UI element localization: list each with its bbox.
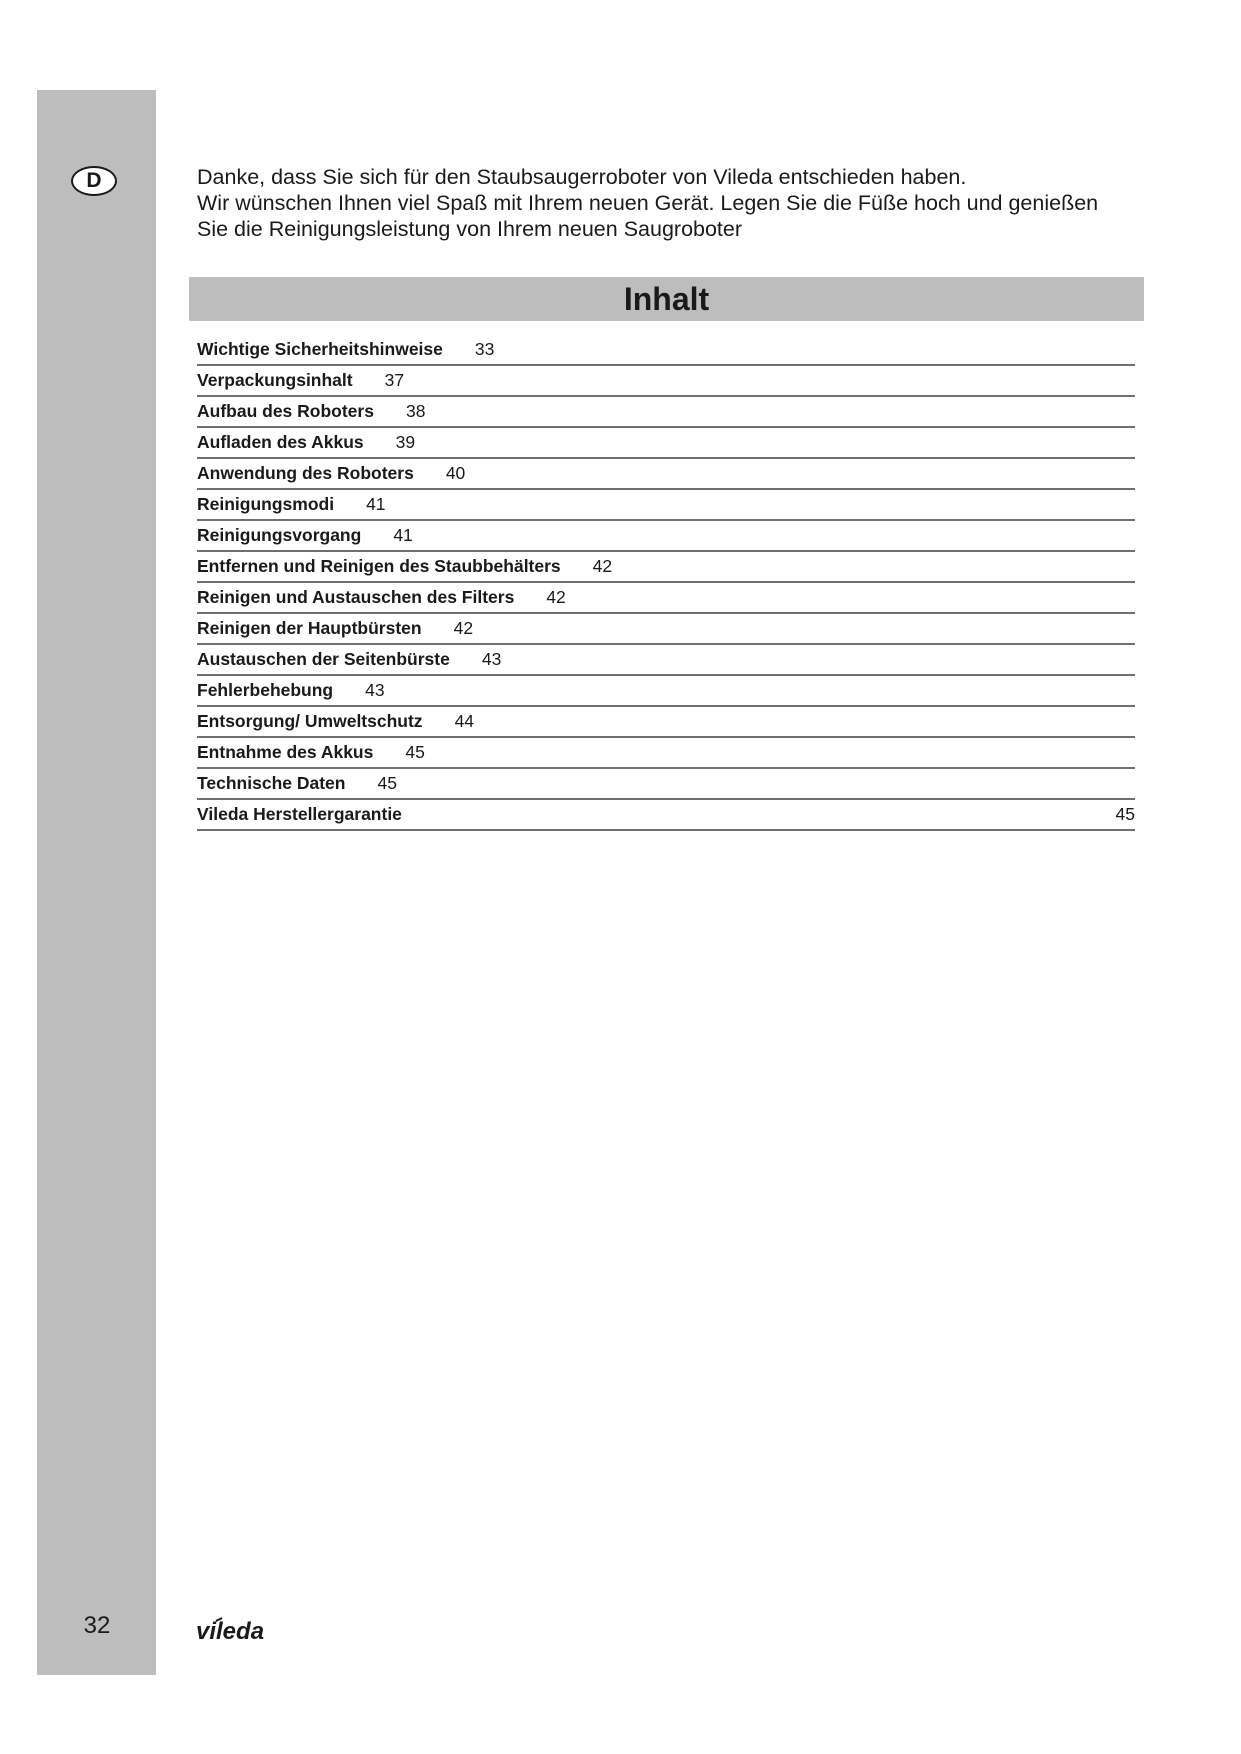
page-number: 32: [83, 1612, 111, 1639]
toc-item[interactable]: [197, 676, 1135, 707]
toc-item[interactable]: [197, 552, 1135, 583]
toc-item-label: Reinigungsmodi: [197, 494, 335, 514]
toc-item[interactable]: [197, 490, 1135, 521]
toc-list: [197, 335, 1135, 831]
toc-item-label: Wichtige Sicherheitshinweise: [197, 339, 443, 359]
toc-item[interactable]: [197, 738, 1135, 769]
toc-item-page: 42: [453, 618, 474, 638]
toc-item-label: Entnahme des Akkus: [197, 742, 374, 762]
toc-item-label: Reinigungsvorgang: [197, 525, 362, 545]
toc-header-bar: [189, 277, 1144, 321]
toc-item-page: 45: [377, 773, 397, 793]
vileda-logo-text: vileda: [196, 1618, 265, 1645]
toc-item-label: Fehlerbehebung: [197, 680, 334, 700]
toc-item-page: 38: [405, 401, 426, 421]
toc-item-page: 43: [365, 680, 385, 700]
toc-item-label: Aufladen des Akkus: [197, 432, 364, 452]
toc-item-label: Verpackungsinhalt: [197, 370, 353, 390]
toc-item[interactable]: [197, 769, 1135, 800]
toc-item-page: 33: [474, 339, 495, 359]
toc-item[interactable]: [197, 397, 1135, 428]
toc-item-label: Entfernen und Reinigen des Staubbehälters: [197, 556, 561, 576]
toc-item-page: 37: [384, 370, 405, 390]
vileda-logo: [196, 1615, 286, 1645]
toc-item[interactable]: [197, 366, 1135, 397]
toc-item-page: 39: [395, 432, 416, 452]
toc-item[interactable]: [197, 459, 1135, 490]
toc-item-label: Austauschen der Seitenbürste: [197, 649, 450, 669]
toc-item[interactable]: [197, 645, 1135, 676]
toc-title: Inhalt: [623, 281, 710, 317]
intro-line-3: Sie die Reinigungsleistung von Ihrem neuen Saugroboter: [197, 217, 743, 241]
toc-item[interactable]: [197, 583, 1135, 614]
toc-item-page: 42: [546, 587, 566, 607]
toc-item-label: Reinigen und Austauschen des Filters: [197, 587, 515, 607]
toc-item[interactable]: [197, 707, 1135, 738]
toc-item[interactable]: [197, 614, 1135, 645]
intro-text: [197, 164, 1137, 242]
language-badge: D: [71, 166, 117, 196]
toc-item-label: Anwendung des Roboters: [197, 463, 414, 483]
toc-item-page: 45: [1115, 804, 1135, 824]
sidebar-band: [37, 90, 156, 1675]
toc-item-page: 43: [481, 649, 502, 669]
intro-line-1: Danke, dass Sie sich für den Staubsaugerroboter von Vileda entschieden haben.: [197, 165, 967, 189]
toc-item-page: 41: [366, 494, 386, 514]
toc-item-page: 44: [454, 711, 475, 731]
toc-item-label: Entsorgung/ Umweltschutz: [197, 711, 423, 731]
toc-item-label: Reinigen der Hauptbürsten: [197, 618, 422, 638]
toc-item-page: 41: [393, 525, 413, 545]
toc-item[interactable]: [197, 335, 1135, 366]
toc-item-page: 42: [592, 556, 613, 576]
toc-item[interactable]: [197, 428, 1135, 459]
toc-item-label: Technische Daten: [197, 773, 346, 793]
toc-item-page: 45: [405, 742, 425, 762]
toc-item-label: Aufbau des Roboters: [197, 401, 374, 421]
toc-item-page: 40: [445, 463, 466, 483]
toc-item-label: Vileda Herstellergarantie: [197, 804, 402, 824]
toc-item[interactable]: [197, 521, 1135, 552]
toc-item[interactable]: [197, 800, 1135, 831]
intro-line-2: Wir wünschen Ihnen viel Spaß mit Ihrem neuen Gerät. Legen Sie die Füße hoch und genießen: [197, 191, 1099, 215]
